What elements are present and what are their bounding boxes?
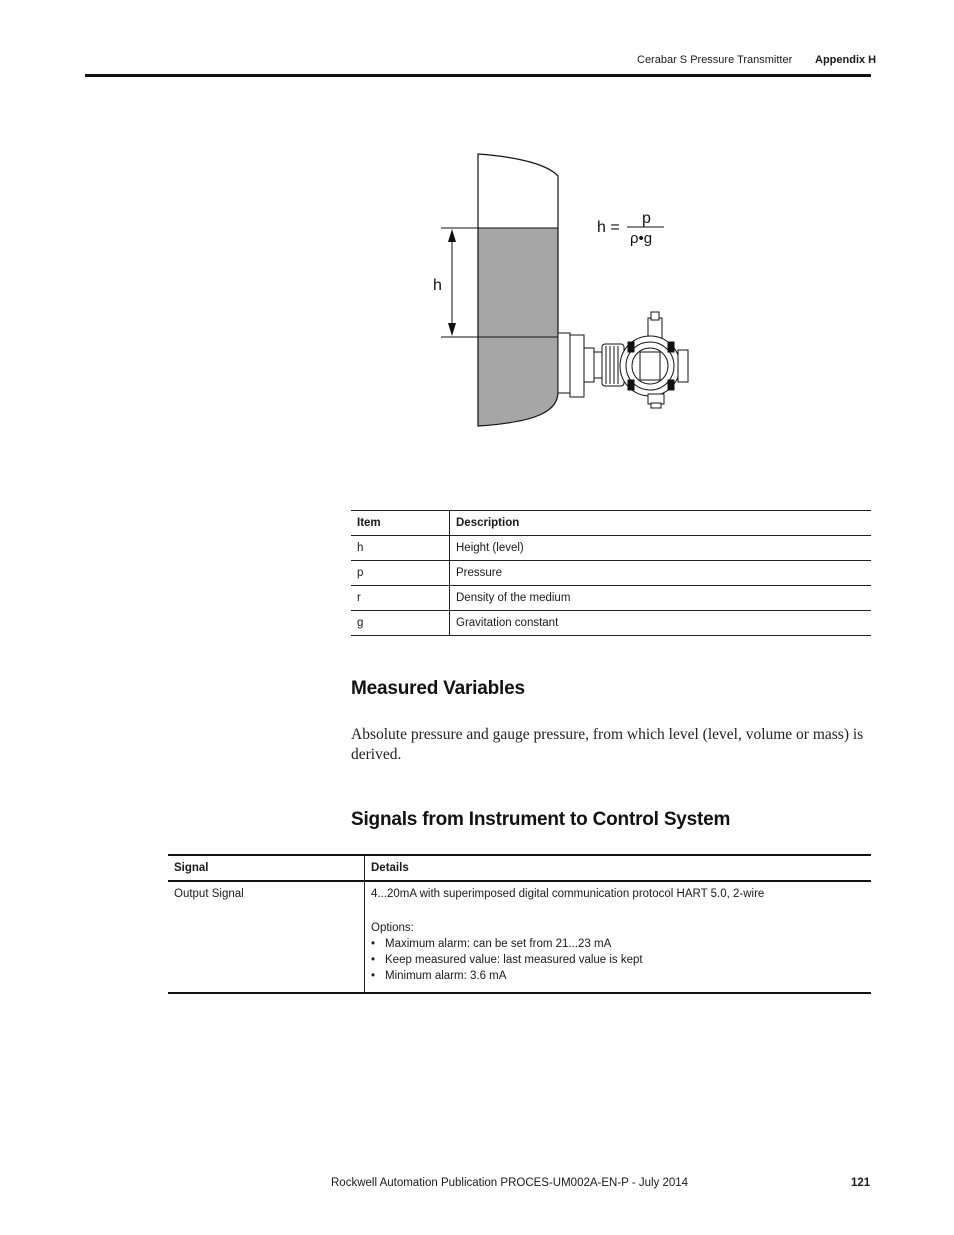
table-cell-item: p: [351, 561, 450, 586]
column-header-item: Item: [351, 511, 450, 536]
table-cell-item: g: [351, 611, 450, 636]
footer-page-number: 121: [851, 1177, 871, 1189]
running-header-title: Cerabar S Pressure Transmitter: [637, 54, 793, 66]
table-row: [351, 561, 871, 586]
column-header-details: Details: [365, 855, 872, 881]
list-item: • Maximum alarm: can be set from 21...23 mA: [371, 936, 865, 952]
column-header-description: Description: [450, 511, 872, 536]
height-label: h: [433, 277, 442, 294]
running-header-section: Appendix H: [815, 54, 877, 66]
table-cell-description: Height (level): [450, 536, 872, 561]
footer-publication: Rockwell Automation Publication PROCES-UM002A-EN-P - July 2014: [331, 1177, 689, 1189]
table-cell-item: h: [351, 536, 450, 561]
liquid-fill: [478, 228, 558, 426]
table-row: [351, 611, 871, 636]
measured-variables-text: Absolute pressure and gauge pressure, from which level (level, volume or mass) is derived.: [351, 726, 864, 763]
formula-denominator: ρ•g: [630, 230, 653, 247]
table-row: [351, 536, 871, 561]
table-row: [351, 586, 871, 611]
formula-lhs: h =: [597, 219, 620, 236]
table-header-row: [168, 855, 871, 881]
table-cell-description: Gravitation constant: [450, 611, 872, 636]
options-label: Options:: [371, 922, 414, 934]
options-list: [371, 936, 865, 984]
list-item: • Keep measured value: last measured value is kept: [371, 952, 865, 968]
arrow-up-icon: [448, 229, 456, 242]
list-item: • Minimum alarm: 3.6 mA: [371, 968, 865, 984]
signal-table: [168, 854, 871, 994]
table-header-row: [351, 511, 871, 536]
pressure-transmitter-icon: [558, 312, 688, 408]
table-row: [168, 881, 871, 993]
section-title-signals: Signals from Instrument to Control System: [351, 809, 731, 830]
table-cell-item: r: [351, 586, 450, 611]
formula-numerator: p: [642, 210, 651, 227]
table-cell-details: [365, 881, 872, 993]
arrow-down-icon: [448, 323, 456, 336]
column-header-signal: Signal: [168, 855, 365, 881]
table-cell-description: Pressure: [450, 561, 872, 586]
table-cell-description: Density of the medium: [450, 586, 872, 611]
symbol-table: [351, 510, 871, 636]
section-title-measured-variables: Measured Variables: [351, 678, 525, 699]
table-cell-signal: Output Signal: [168, 881, 365, 993]
details-line: 4...20mA with superimposed digital communication protocol HART 5.0, 2-wire: [371, 888, 765, 900]
tank-level-diagram: [420, 150, 710, 440]
header-rule: [85, 74, 871, 77]
